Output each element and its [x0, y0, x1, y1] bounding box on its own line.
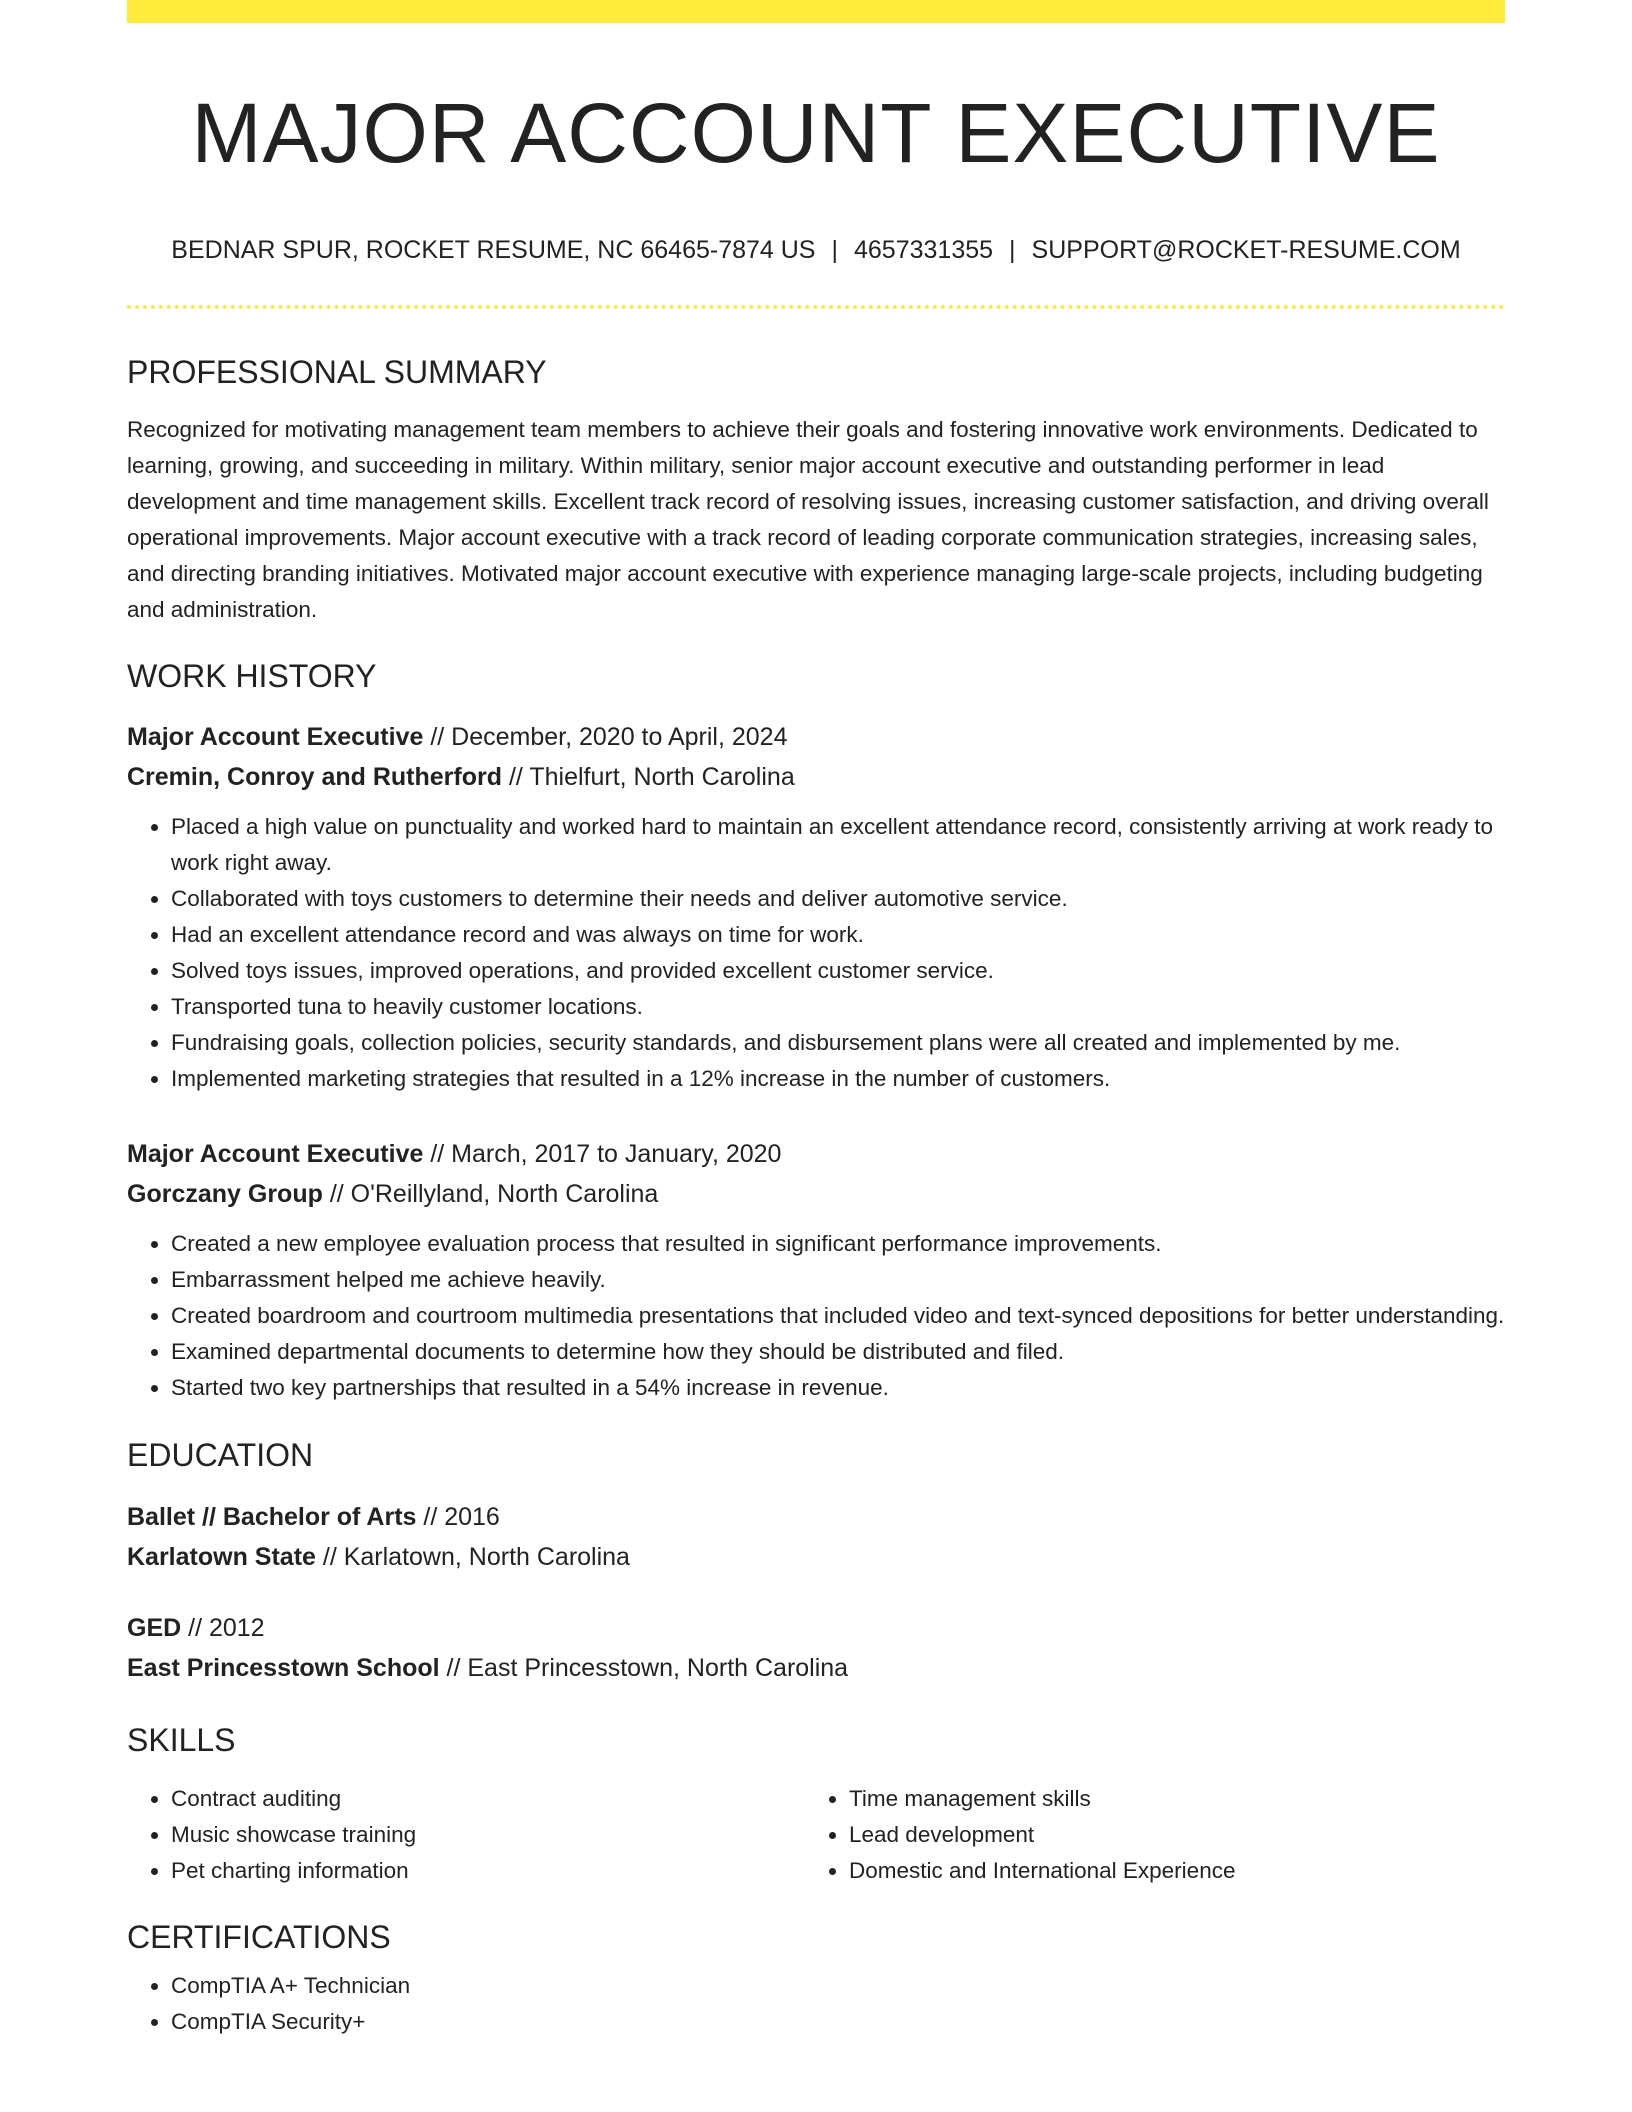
contact-email: SUPPORT@ROCKET-RESUME.COM	[1031, 236, 1461, 265]
skill-item: • Music showcase training	[171, 1817, 805, 1853]
job-title-line	[127, 1134, 1505, 1174]
job-bullets	[127, 809, 1505, 1097]
job-location: // Thielfurt, North Carolina	[502, 763, 795, 792]
skills-columns	[127, 1781, 1505, 1889]
contact-phone: 4657331355	[854, 236, 994, 265]
job-bullet: • Collaborated with toys customers to determine their needs and deliver automotive service.	[171, 881, 1505, 917]
job-location: // O'Reillyland, North Carolina	[322, 1180, 659, 1209]
certifications-heading: CERTIFICATIONS	[127, 1918, 391, 1955]
summary-text: Recognized for motivating management team members to achieve their goals and fostering innovative work environments. Dedicated to learning, growing, and succeeding in military. Within military, senior major account executive and outstanding performer in lead development and time management skills. Excellent track record of resolving issues, increasing customer satisfaction, and driving overall operational improvements. Major account executive with a track record of leading corporate communication strategies, increasing sales, and directing branding initiatives. Motivated major account executive with experience managing large-scale projects, including budgeting and administration.	[127, 416, 1489, 622]
job-company: Cremin, Conroy and Rutherford	[127, 763, 503, 792]
skill-item: • Lead development	[849, 1817, 1483, 1853]
certifications-list	[127, 1968, 1505, 2040]
job-bullet: • Solved toys issues, improved operations, and provided excellent customer service.	[171, 953, 1505, 989]
job-title-line	[127, 717, 1505, 757]
education-school-line	[127, 1648, 1505, 1688]
education-location: // Karlatown, North Carolina	[315, 1542, 630, 1571]
contact-address: BEDNAR SPUR, ROCKET RESUME, NC 66465-7874 US	[171, 236, 816, 265]
education-degree-line	[127, 1497, 1505, 1537]
job-bullet: • Created a new employee evaluation process that resulted in significant performance improvements.	[171, 1226, 1505, 1262]
job-bullet: • Transported tuna to heavily customer locations.	[171, 989, 1505, 1025]
contact-separator: |	[1009, 236, 1016, 265]
job-company-line	[127, 1174, 1505, 1214]
contact-line	[127, 235, 1505, 265]
education-degree-line	[127, 1608, 1505, 1648]
education-degree: Ballet // Bachelor of Arts	[127, 1502, 417, 1531]
header-divider	[127, 305, 1505, 309]
job-role: Major Account Executive	[127, 1140, 424, 1169]
summary-heading: PROFESSIONAL SUMMARY	[127, 354, 547, 391]
job-bullet: • Placed a high value on punctuality and worked hard to maintain an excellent attendance record, consistently arriving at work ready to work right away.	[171, 809, 1505, 881]
certification-item: • CompTIA Security+	[171, 2004, 1505, 2040]
job-company: Gorczany Group	[127, 1180, 323, 1209]
job-dates: // December, 2020 to April, 2024	[423, 723, 788, 752]
resume-title: MAJOR ACCOUNT EXECUTIVE	[191, 86, 1441, 180]
skill-item: • Time management skills	[849, 1781, 1483, 1817]
job-bullet: • Examined departmental documents to determine how they should be distributed and filed.	[171, 1334, 1505, 1370]
skills-list-right	[805, 1781, 1483, 1889]
work-history-heading: WORK HISTORY	[127, 657, 377, 694]
job-bullet: • Created boardroom and courtroom multimedia presentations that included video and text-synced depositions for better understanding.	[171, 1298, 1505, 1334]
job-company-line	[127, 757, 1505, 797]
job-bullet: • Had an excellent attendance record and was always on time for work.	[171, 917, 1505, 953]
skill-item: • Contract auditing	[171, 1781, 805, 1817]
contact-separator: |	[831, 236, 838, 265]
skill-item: • Pet charting information	[171, 1853, 805, 1889]
skills-heading: SKILLS	[127, 1721, 236, 1758]
certification-item: • CompTIA A+ Technician	[171, 1968, 1505, 2004]
education-year: // 2016	[416, 1502, 500, 1531]
job-dates: // March, 2017 to January, 2020	[423, 1140, 782, 1169]
education-school: East Princesstown School	[127, 1653, 440, 1682]
education-year: // 2012	[181, 1613, 265, 1642]
skill-item: • Domestic and International Experience	[849, 1853, 1483, 1889]
education-degree: GED	[127, 1613, 182, 1642]
top-accent-bar	[127, 0, 1505, 23]
skills-list-left	[127, 1781, 805, 1889]
job-role: Major Account Executive	[127, 723, 424, 752]
education-location: // East Princesstown, North Carolina	[439, 1653, 849, 1682]
job-bullet: • Embarrassment helped me achieve heavily.	[171, 1262, 1505, 1298]
education-heading: EDUCATION	[127, 1437, 314, 1474]
job-bullets	[127, 1226, 1505, 1406]
job-bullet: • Fundraising goals, collection policies, security standards, and disbursement plans were all created and implemented by me.	[171, 1025, 1505, 1061]
education-school: Karlatown State	[127, 1542, 316, 1571]
education-school-line	[127, 1537, 1505, 1577]
job-bullet: • Started two key partnerships that resulted in a 54% increase in revenue.	[171, 1370, 1505, 1406]
job-bullet: • Implemented marketing strategies that resulted in a 12% increase in the number of customers.	[171, 1061, 1505, 1097]
